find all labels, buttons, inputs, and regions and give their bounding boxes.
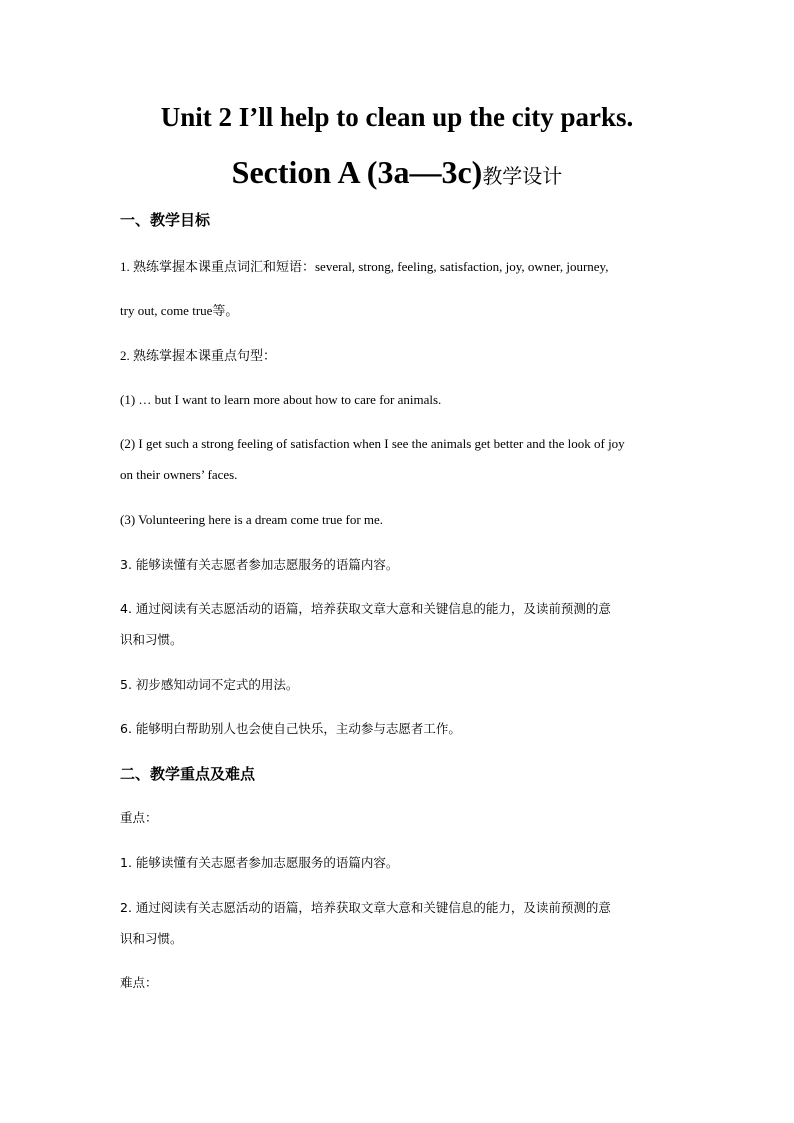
- key-point-2-line-1: 2. 通过阅读有关志愿活动的语篇，培养获取文章大意和关键信息的能力，及读前预测的意: [120, 900, 611, 915]
- objective-2-heading: 2. 熟练掌握本课重点句型：: [120, 348, 277, 363]
- key-points-label: 重点：: [120, 810, 158, 825]
- objective-1-line-2: try out, come true等。: [120, 303, 239, 318]
- objective-4-line-2: 识和习惯。: [120, 632, 183, 647]
- subtitle-english: Section A (3a—3c): [231, 154, 483, 190]
- objective-1-line-1: 1. 熟练掌握本课重点词汇和短语：several, strong, feeling, satisfaction, joy, owner, journey,: [120, 259, 609, 274]
- objective-5: 5. 初步感知动词不定式的用法。: [120, 677, 299, 692]
- key-sentence-2-line-2: on their owners’ faces.: [120, 467, 238, 482]
- key-sentence-1: (1) … but I want to learn more about how to care for animals.: [120, 392, 442, 407]
- difficult-points-label: 难点：: [120, 975, 158, 990]
- subtitle-chinese: 教学设计: [482, 164, 563, 188]
- section-heading-key-points: 二、教学重点及难点: [120, 765, 256, 783]
- key-sentence-3: (3) Volunteering here is a dream come true for me.: [120, 512, 384, 527]
- document-title: Unit 2 I’ll help to clean up the city parks.: [160, 102, 634, 132]
- key-sentence-2-line-1: (2) I get such a strong feeling of satisfaction when I see the animals get better and the look of joy: [120, 436, 625, 451]
- objective-3: 3. 能够读懂有关志愿者参加志愿服务的语篇内容。: [120, 557, 399, 572]
- document-subtitle: [0, 152, 794, 196]
- key-point-1: 1. 能够读懂有关志愿者参加志愿服务的语篇内容。: [120, 855, 399, 870]
- key-point-2-line-2: 识和习惯。: [120, 931, 183, 946]
- objective-4-line-1: 4. 通过阅读有关志愿活动的语篇，培养获取文章大意和关键信息的能力，及读前预测的意: [120, 601, 611, 616]
- section-heading-objectives: 一、教学目标: [120, 211, 211, 229]
- objective-6: 6. 能够明白帮助别人也会使自己快乐，主动参与志愿者工作。: [120, 721, 461, 736]
